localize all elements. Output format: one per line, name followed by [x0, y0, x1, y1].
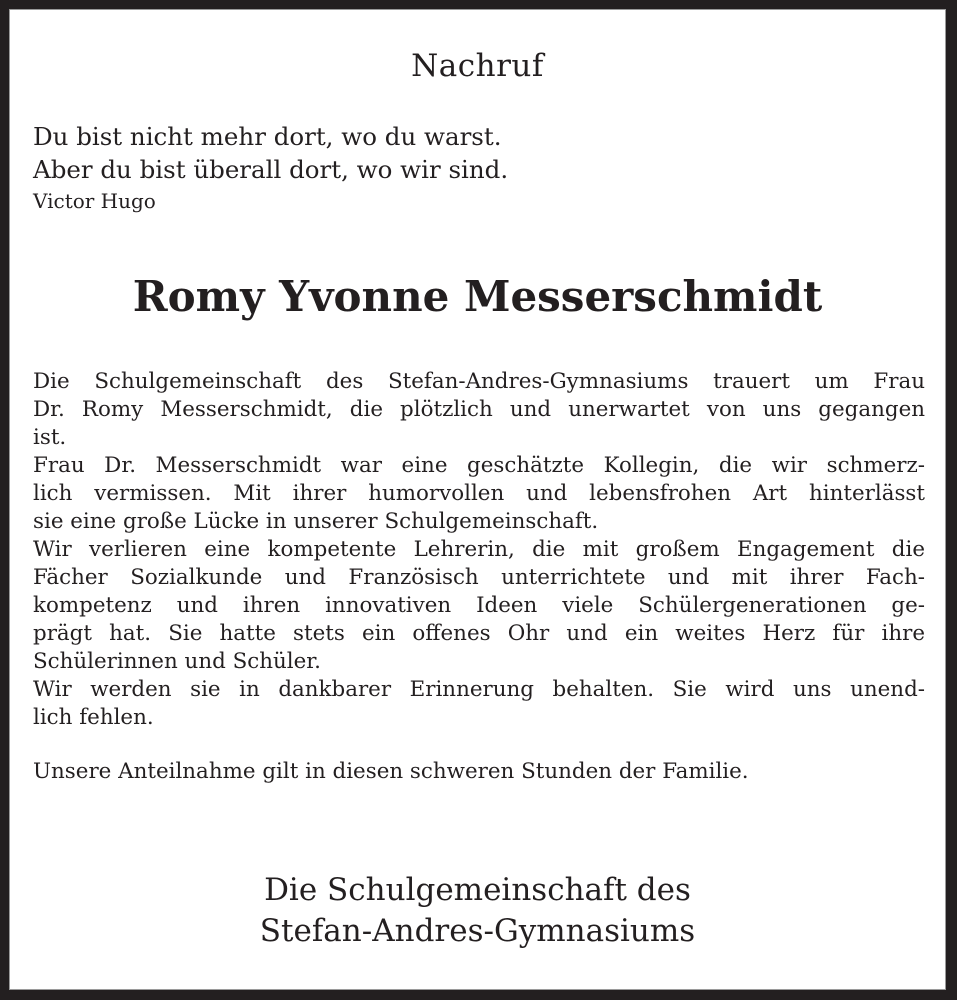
quote-author: Victor Hugo: [33, 189, 156, 213]
body-line: Die Schulgemeinschaft des Stefan-Andres-Gymnasiums trauert um Frau: [33, 369, 925, 394]
body-line: Schülerinnen und Schüler.: [33, 649, 321, 674]
notice-title: Nachruf: [411, 48, 544, 84]
body-paragraph: [33, 368, 925, 452]
body-line: lich vermissen. Mit ihrer humorvollen und lebensfrohen Art hinterlässt: [33, 481, 925, 506]
quote-line: Du bist nicht mehr dort, wo du warst.: [33, 122, 502, 151]
quote-line: Aber du bist überall dort, wo wir sind.: [33, 155, 509, 184]
body-line: Frau Dr. Messerschmidt war eine geschätzte Kollegin, die wir schmerz-: [33, 453, 925, 478]
body-line: lich fehlen.: [33, 705, 154, 730]
body-paragraph: [33, 452, 925, 536]
body-paragraph: [33, 676, 925, 732]
body-line: prägt hat. Sie hatte stets ein offenes Ohr und ein weites Herz für ihre: [33, 621, 925, 646]
body-line: Fächer Sozialkunde und Französisch unterrichtete und mit ihrer Fach-: [33, 565, 925, 590]
body-line: Dr. Romy Messerschmidt, die plötzlich und unerwartet von uns gegangen: [33, 397, 925, 422]
condolence-line: [33, 758, 925, 786]
deceased-name: Romy Yvonne Messerschmidt: [132, 272, 823, 321]
body-line: ist.: [33, 425, 67, 450]
obituary-body: [33, 368, 925, 786]
signature-block: [10, 870, 945, 952]
body-line: Unsere Anteilnahme gilt in diesen schweren Stunden der Familie.: [33, 759, 749, 784]
epigraph-quote: [33, 120, 508, 216]
body-paragraph: [33, 536, 925, 676]
body-line: sie eine große Lücke in unserer Schulgemeinschaft.: [33, 509, 599, 534]
signature-line: Die Schulgemeinschaft des: [264, 872, 691, 908]
signature-line: Stefan-Andres-Gymnasiums: [259, 913, 696, 949]
body-line: Wir werden sie in dankbarer Erinnerung behalten. Sie wird uns unend-: [33, 677, 925, 702]
body-line: kompetenz und ihren innovativen Ideen viele Schülergenerationen ge-: [33, 593, 925, 618]
obituary-notice: [9, 9, 946, 990]
body-line: Wir verlieren eine kompetente Lehrerin, die mit großem Engagement die: [33, 537, 925, 562]
